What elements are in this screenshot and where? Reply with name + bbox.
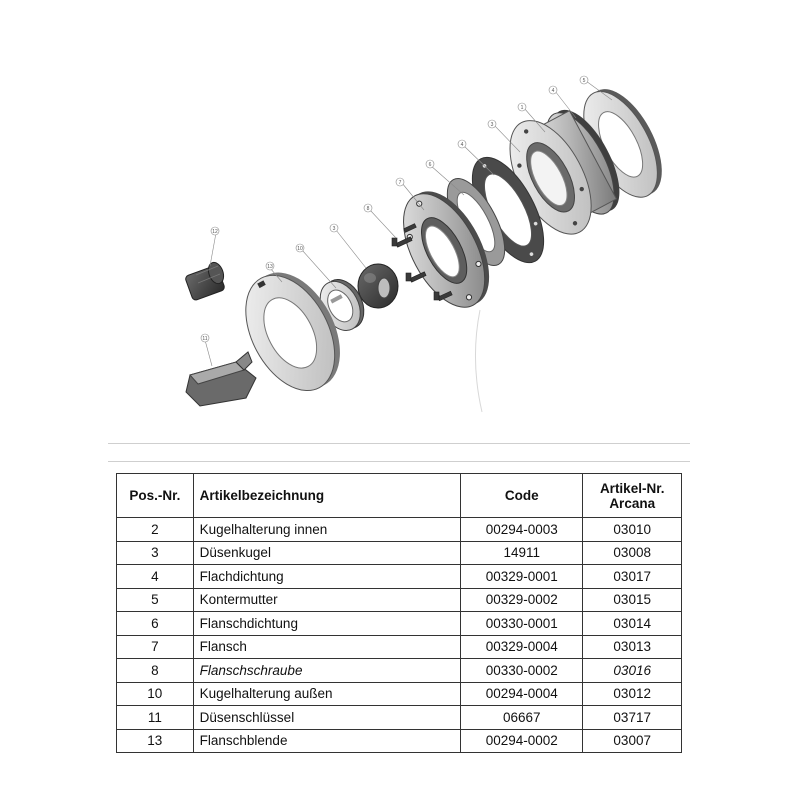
table-row [117, 682, 682, 706]
callout-label: 6 [428, 162, 432, 168]
cell-code: 00329-0002 [461, 588, 583, 612]
cell-name: Flachdichtung [193, 565, 461, 589]
cell-code: 14911 [461, 541, 583, 565]
table-row [117, 518, 682, 542]
cell-pos: 6 [117, 612, 194, 636]
header-article-line1: Artikel-Nr. [599, 480, 665, 496]
table-row [117, 565, 682, 589]
table-row [117, 659, 682, 683]
callout-label: 12 [212, 229, 218, 235]
callout-label: 4 [551, 88, 555, 94]
part-duesenstutzen [185, 260, 227, 301]
part-duesenkugel [358, 264, 398, 308]
header-pos: Pos.-Nr. [117, 474, 194, 518]
callout-label: 10 [297, 246, 303, 252]
callout-label: 11 [202, 336, 208, 342]
cell-pos: 8 [117, 659, 194, 683]
cell-pos: 5 [117, 588, 194, 612]
cell-pos: 7 [117, 635, 194, 659]
cell-name: Flanschblende [193, 729, 461, 753]
cell-pos: 10 [117, 682, 194, 706]
callout-label: 13 [267, 264, 273, 270]
cell-pos: 11 [117, 706, 194, 730]
cell-name: Düsenschlüssel [193, 706, 461, 730]
callout-label: 3 [490, 122, 494, 128]
callout-label: 1 [520, 105, 524, 111]
table-row [117, 612, 682, 636]
cell-article: 03016 [583, 659, 682, 683]
divider-line [108, 443, 690, 444]
cell-name: Flanschschraube [193, 659, 461, 683]
table-row [117, 729, 682, 753]
cell-article: 03008 [583, 541, 682, 565]
table-row [117, 588, 682, 612]
table-row [117, 635, 682, 659]
header-article-line2: Arcana [609, 495, 656, 511]
cell-pos: 3 [117, 541, 194, 565]
construction-line [475, 310, 482, 412]
cell-pos: 2 [117, 518, 194, 542]
cell-code: 00294-0003 [461, 518, 583, 542]
callout-label: 7 [398, 180, 402, 186]
cell-name: Flanschdichtung [193, 612, 461, 636]
table-row [117, 541, 682, 565]
divider-line [108, 461, 690, 462]
header-code: Code [461, 474, 583, 518]
cell-article: 03014 [583, 612, 682, 636]
cell-code: 00329-0004 [461, 635, 583, 659]
callout-label: 3 [332, 226, 336, 232]
cell-code: 00329-0001 [461, 565, 583, 589]
callout-label: 8 [366, 206, 370, 212]
cell-article: 03010 [583, 518, 682, 542]
cell-code: 00330-0002 [461, 659, 583, 683]
cell-name: Kontermutter [193, 588, 461, 612]
cell-article: 03013 [583, 635, 682, 659]
cell-name: Kugelhalterung außen [193, 682, 461, 706]
cell-article: 03015 [583, 588, 682, 612]
cell-article: 03007 [583, 729, 682, 753]
table-header-row [117, 474, 682, 518]
callout-label: 4 [460, 142, 464, 148]
part-duesenschluessel [186, 352, 256, 406]
cell-pos: 4 [117, 565, 194, 589]
header-article [583, 474, 682, 518]
callout-label: 5 [582, 78, 586, 84]
cell-code: 00294-0004 [461, 682, 583, 706]
cell-pos: 13 [117, 729, 194, 753]
table-row [117, 706, 682, 730]
cell-code: 00330-0001 [461, 612, 583, 636]
cell-name: Düsenkugel [193, 541, 461, 565]
cell-code: 06667 [461, 706, 583, 730]
cell-code: 00294-0002 [461, 729, 583, 753]
cell-name: Flansch [193, 635, 461, 659]
header-name: Artikelbezeichnung [193, 474, 461, 518]
parts-table [116, 473, 682, 753]
cell-article: 03717 [583, 706, 682, 730]
cell-article: 03017 [583, 565, 682, 589]
cell-article: 03012 [583, 682, 682, 706]
cell-name: Kugelhalterung innen [193, 518, 461, 542]
